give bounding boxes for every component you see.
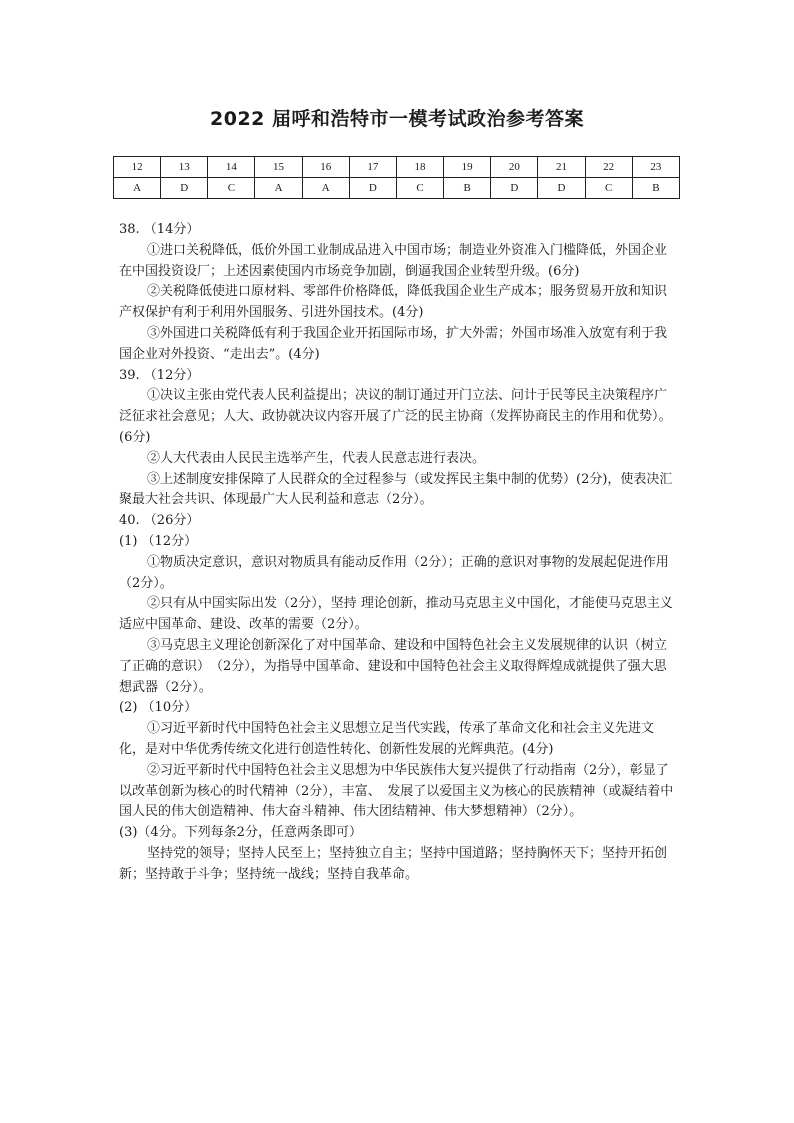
- subquestion-3-heading: (3)（4分。下列每条2分，任意两条即可）: [119, 825, 362, 841]
- question-40-heading: 40. （26分）: [119, 513, 200, 529]
- answer-paragraph: ③马克思主义理论创新深化了对中国革命、建设和中国特色社会主义发展规律的认识（树立 了正确的意识） （2分），为指导中国革命、建设和中国特色社会主义取得辉煌成就提供了强大思想武器（2分）。: [119, 637, 681, 695]
- answer-paragraph: ②关税降低使进口原材料、零部件价格降低，降低我国企业生产成本；服务贸易开放和知识产权保护有利于利用外国服务、引进外国技术。(4分): [119, 284, 668, 321]
- document-title: 2022 届呼和浩特市一模考试政治参考答案: [210, 108, 584, 130]
- answer-cell: A: [114, 178, 161, 199]
- answer-cell: C: [208, 178, 255, 199]
- answer-paragraph: ①物质决定意识，意识对物质具有能动反作用（2分）；正确的意识对事物的发展起促进作用（2分）。: [119, 554, 669, 591]
- question-number-cell: 15: [255, 157, 302, 178]
- answer-cell: D: [491, 178, 538, 199]
- answer-paragraph: ①习近平新时代中国特色社会主义思想立足当代实践，传承了革命文化和社会主义先进文化，是对中华优秀传统文化进行创造性转化、创新性发展的光辉典范。(4分): [119, 721, 655, 757]
- question-number-cell: 23: [632, 157, 679, 178]
- answer-paragraph: ②习近平新时代中国特色社会主义思想为中华民族伟大复兴提供了行动指南（2分），彰显了以改革创新为核心的时代精神（2分），丰富、 发展了以爱国主义为核心的民族精神（或凝结着中国人民的伟大创造精神、伟大奋斗精神、伟大团结精神、伟大梦想精神）（2分）。: [119, 762, 674, 820]
- question-number-cell: 17: [349, 157, 396, 178]
- answer-cell: C: [585, 178, 632, 199]
- subquestion-1-heading: (1) （12分）: [119, 533, 198, 549]
- question-number-row: [114, 157, 680, 178]
- question-39-heading: 39. （12分）: [119, 367, 200, 383]
- answer-cell: D: [161, 178, 208, 199]
- answer-cell: A: [255, 178, 302, 199]
- answer-cell: B: [444, 178, 491, 199]
- question-39: [119, 366, 679, 512]
- answer-row: [114, 178, 680, 199]
- answer-cell: B: [632, 178, 679, 199]
- answer-content: [119, 220, 679, 886]
- question-40: [119, 511, 679, 885]
- answer-cell: A: [302, 178, 349, 199]
- question-38-heading: 38. （14分）: [119, 222, 200, 237]
- answer-paragraph: ②人大代表由人民民主选举产生，代表人民意志进行表决。: [147, 450, 486, 466]
- answer-table: [113, 156, 680, 199]
- question-number-cell: 20: [491, 157, 538, 178]
- answer-paragraph: ③上述制度安排保障了人民群众的全过程参与（或发挥民主集中制的优势）(2分)，使表决汇聚最大社会共识、体现最广大人民利益和意志（2分）。: [119, 471, 673, 508]
- question-number-cell: 12: [114, 157, 161, 178]
- question-number-cell: 21: [538, 157, 585, 178]
- question-number-cell: 13: [161, 157, 208, 178]
- answer-cell: D: [538, 178, 585, 199]
- answer-cell: D: [349, 178, 396, 199]
- answer-paragraph: ①进口关税降低，低价外国工业制成品进入中国市场；制造业外资准入门槛降低，外国企业在中国投资设厂；上述因素使国内市场竞争加剧，倒逼我国企业转型升级。(6分): [119, 242, 668, 279]
- answer-cell: C: [396, 178, 443, 199]
- question-38: [119, 220, 679, 366]
- answer-paragraph: ③外国进口关税降低有利于我国企业开拓国际市场，扩大外需；外国市场准入放宽有利于我国企业对外投资、“走出去”。(4分): [119, 325, 668, 362]
- question-number-cell: 18: [396, 157, 443, 178]
- subquestion-2-heading: (2) （10分）: [119, 700, 198, 716]
- answer-paragraph: ②只有从中国实际出发（2分），坚持 理论创新，推动马克思主义中国化，才能使马克思主义适应中国革命、建设、改革的需要（2分）。: [119, 596, 673, 633]
- question-number-cell: 14: [208, 157, 255, 178]
- question-number-cell: 22: [585, 157, 632, 178]
- question-number-cell: 19: [444, 157, 491, 178]
- answer-paragraph: 坚持党的领导；坚持人民至上；坚持独立自主；坚持中国道路；坚持胸怀天下；坚持开拓创新；坚持敢于斗争；坚持统一战线；坚持自我革命。: [119, 845, 668, 882]
- answer-paragraph: ①决议主张由党代表人民利益提出；决议的制订通过开门立法、问计于民等民主决策程序广泛征求社会意见；人大、政协就决议内容开展了广泛的民主协商（发挥协商民主的作用和优势）。(6分): [119, 388, 672, 445]
- question-number-cell: 16: [302, 157, 349, 178]
